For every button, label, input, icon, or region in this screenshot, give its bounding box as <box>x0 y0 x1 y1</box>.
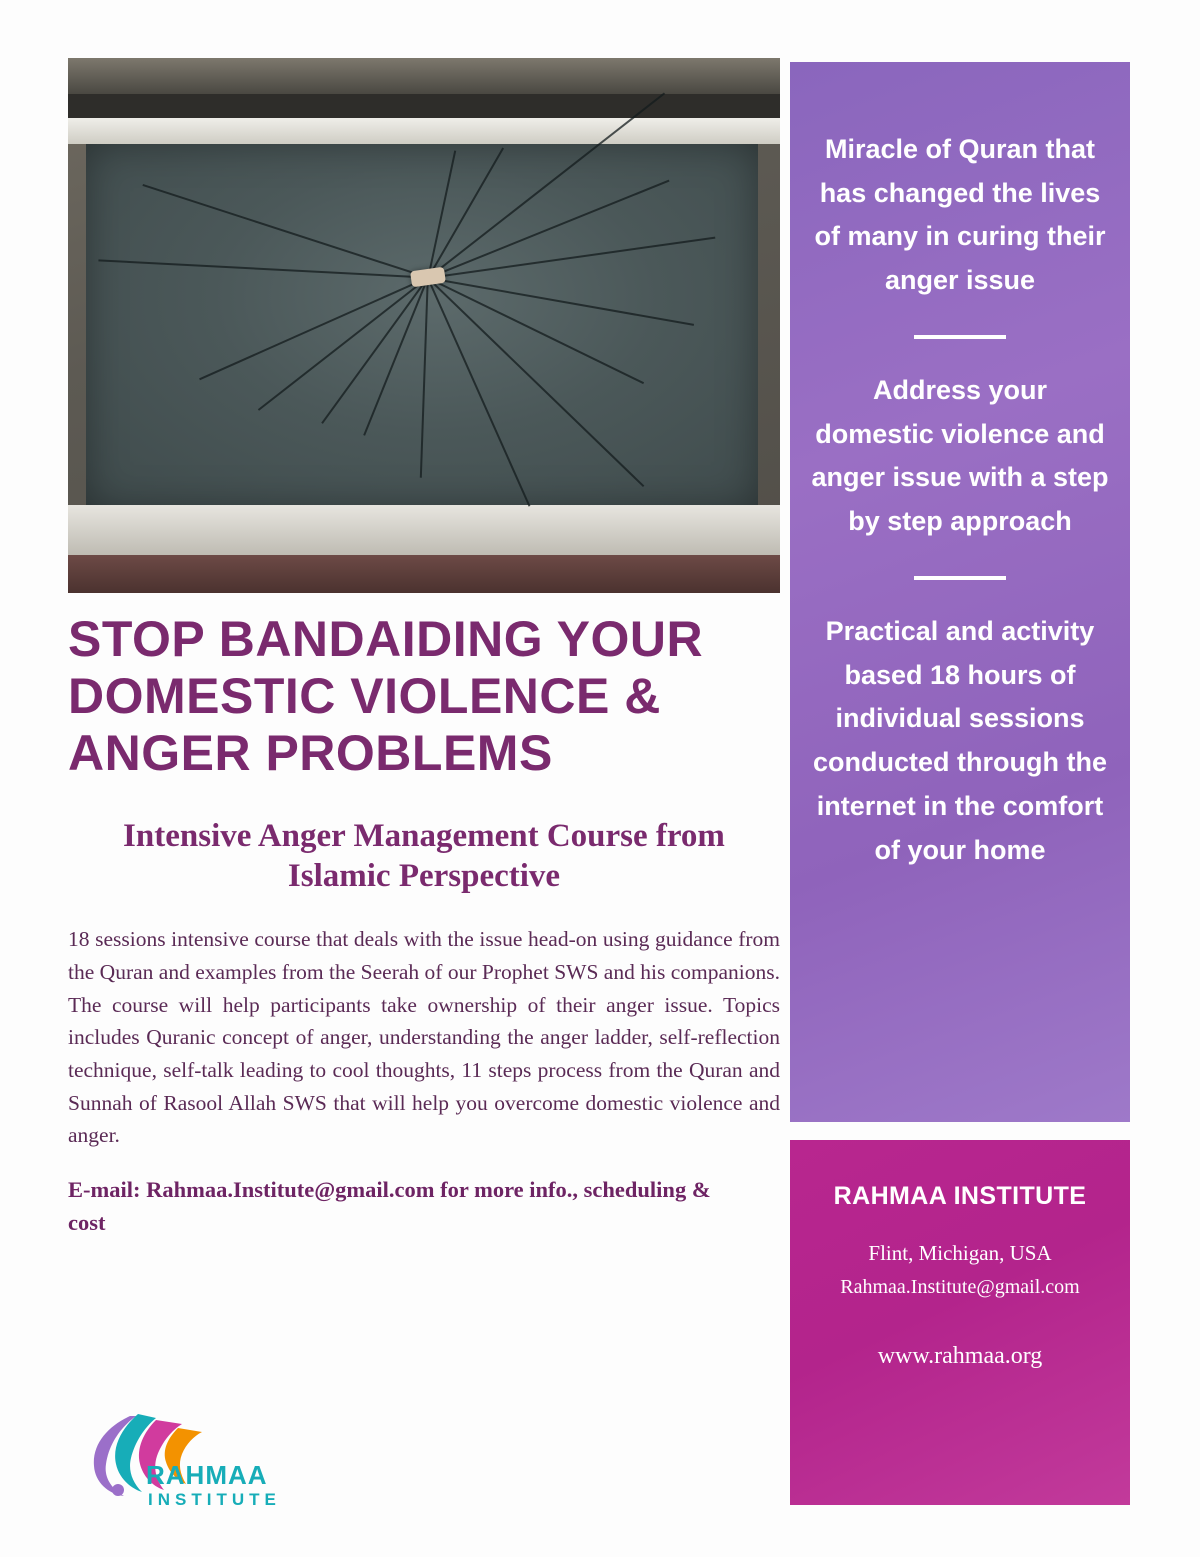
organization-website[interactable]: www.rahmaa.org <box>877 1342 1043 1369</box>
contact-panel <box>790 1140 1130 1505</box>
organization-name: RAHMAA INSTITUTE <box>833 1182 1087 1210</box>
highlight-divider-1 <box>914 335 1006 339</box>
highlight-item-1: Miracle of Quran that has changed the lives of many in curing their anger issue <box>814 134 1106 296</box>
photo-ground <box>68 555 780 593</box>
photo-lower-rail <box>68 505 780 557</box>
organization-email[interactable]: Rahmaa.Institute@gmail.com <box>840 1275 1080 1298</box>
rahmaa-institute-logo <box>78 1410 308 1520</box>
cracked-glass-window-photo <box>68 58 780 593</box>
photo-upper-rail <box>68 118 780 144</box>
highlight-item-2: Address your domestic violence and anger issue with a step by step approach <box>811 374 1109 537</box>
course-description: 18 sessions intensive course that deals with the issue head-on using guidance from the Quran and examples from the Seerah of our Prophet SWS and his companions. The course will help participants take ownership of their anger issue. Topics includes Quranic concept of anger, understanding the anger ladder, self-reflection technique, self-talk leading to cool thoughts, 11 steps process from the Quran and Sunnah of Rasool Allah SWS that will help you overcome domestic violence and anger. <box>68 927 780 1148</box>
logo-subtitle: INSTITUTE <box>148 1490 281 1509</box>
highlight-divider-2 <box>914 576 1006 580</box>
left-column <box>68 58 780 1262</box>
contact-email-line: E-mail: Rahmaa.Institute@gmail.com for more info., scheduling & cost <box>68 1177 711 1235</box>
organization-location: Flint, Michigan, USA <box>868 1241 1052 1265</box>
course-subtitle: Intensive Anger Management Course from Islamic Perspective <box>123 817 725 894</box>
highlights-panel <box>790 62 1130 1122</box>
logo-wordmark: RAHMAA <box>146 1460 268 1490</box>
highlight-item-3: Practical and activity based 18 hours of individual sessions conducted through the internet in the comfort of your home <box>813 615 1107 865</box>
page-title: STOP BANDAIDING YOUR DOMESTIC VIOLENCE & ANGER PROBLEMS <box>68 611 704 781</box>
